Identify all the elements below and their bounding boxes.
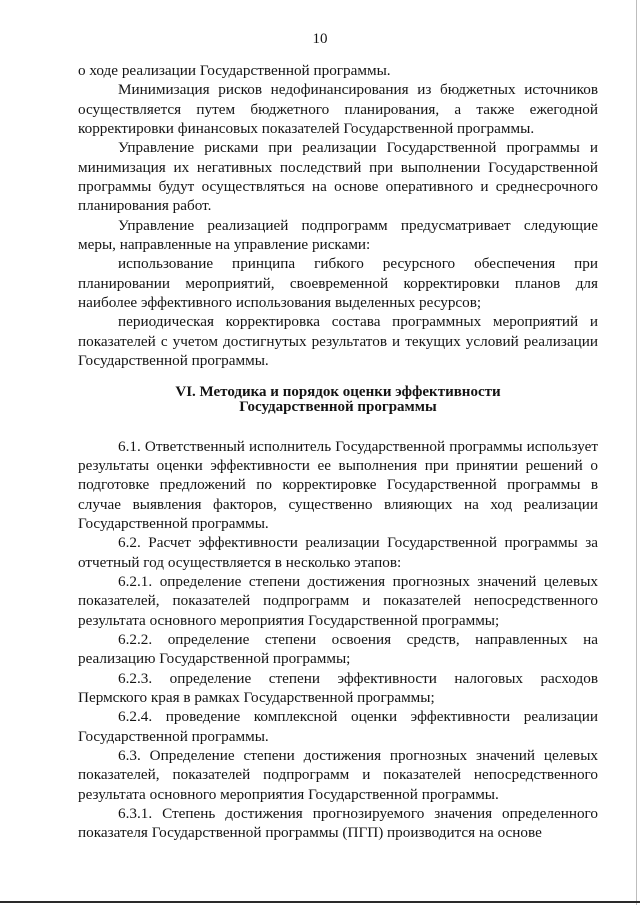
paragraph-continuation: о ходе реализации Государственной программы. bbox=[78, 62, 391, 79]
paragraph-risk-minimization: Минимизация рисков недофинансирования из бюджетных источников осуществляется путем бюджетного планирования, а также ежегодной корректировки финансовых показателей Государственной программы. bbox=[78, 81, 598, 138]
paragraph-flexible-resources: использование принципа гибкого ресурсного обеспечения при планировании мероприятий, своевременной корректировки планов для наиболее эффективного использования выделенных ресурсов; bbox=[78, 255, 598, 312]
paragraph-6-3-1: 6.3.1. Степень достижения прогнозируемого значения определенного показателя Государственной программы (ПГП) производится на основе bbox=[78, 805, 598, 842]
paragraph-6-2: 6.2. Расчет эффективности реализации Государственной программы за отчетный год осуществляется в несколько этапов: bbox=[78, 534, 598, 571]
paragraph-periodic-adjustment: периодическая корректировка состава программных мероприятий и показателей с учетом достигнутых результатов и текущих условий реализации Государственной программы. bbox=[78, 313, 598, 370]
section-heading-line-2: Государственной программы bbox=[239, 398, 437, 415]
scan-edge-line bbox=[636, 0, 637, 905]
paragraph-6-2-3: 6.2.3. определение степени эффективности налоговых расходов Пермского края в рамках Государственной программы; bbox=[78, 669, 598, 706]
paragraph-6-3: 6.3. Определение степени достижения прогнозных значений целевых показателей, показателей подпрограмм и показателей непосредственного результата основного мероприятия Государственной программы. bbox=[78, 747, 598, 803]
section-heading bbox=[78, 385, 598, 415]
paragraph-6-2-4: 6.2.4. проведение комплексной оценки эффективности реализации Государственной программы. bbox=[78, 708, 598, 745]
paragraph-6-2-2: 6.2.2. определение степени освоения средств, направленных на реализацию Государственной программы; bbox=[78, 630, 598, 668]
page-number: 10 bbox=[312, 31, 328, 47]
paragraph-risk-management: Управление рисками при реализации Государственной программы и минимизация их негативных последствий при выполнении Государственной программы будут осуществляться на основе оперативного и среднесрочного планирования работ. bbox=[78, 139, 598, 215]
section-heading-line-1: VI. Методика и порядок оценки эффективности bbox=[175, 383, 501, 400]
paragraph-6-2-1: 6.2.1. определение степени достижения прогнозных значений целевых показателей, показателей подпрограмм и показателей непосредственного результата основного мероприятия Государственной программы; bbox=[78, 572, 598, 629]
paragraph-6-1: 6.1. Ответственный исполнитель Государственной программы использует результаты оценки эффективности ее выполнения при принятии решений о подготовке предложений по корректировке Государственной программы в случае выявления факторов, существенно влияющих на ход реализации Государственной программы. bbox=[78, 437, 598, 532]
document-body bbox=[78, 61, 598, 843]
paragraph-subprogram-management: Управление реализацией подпрограмм предусматривает следующие меры, направленные на управление рисками: bbox=[78, 216, 598, 254]
scan-bottom-edge bbox=[0, 901, 640, 903]
